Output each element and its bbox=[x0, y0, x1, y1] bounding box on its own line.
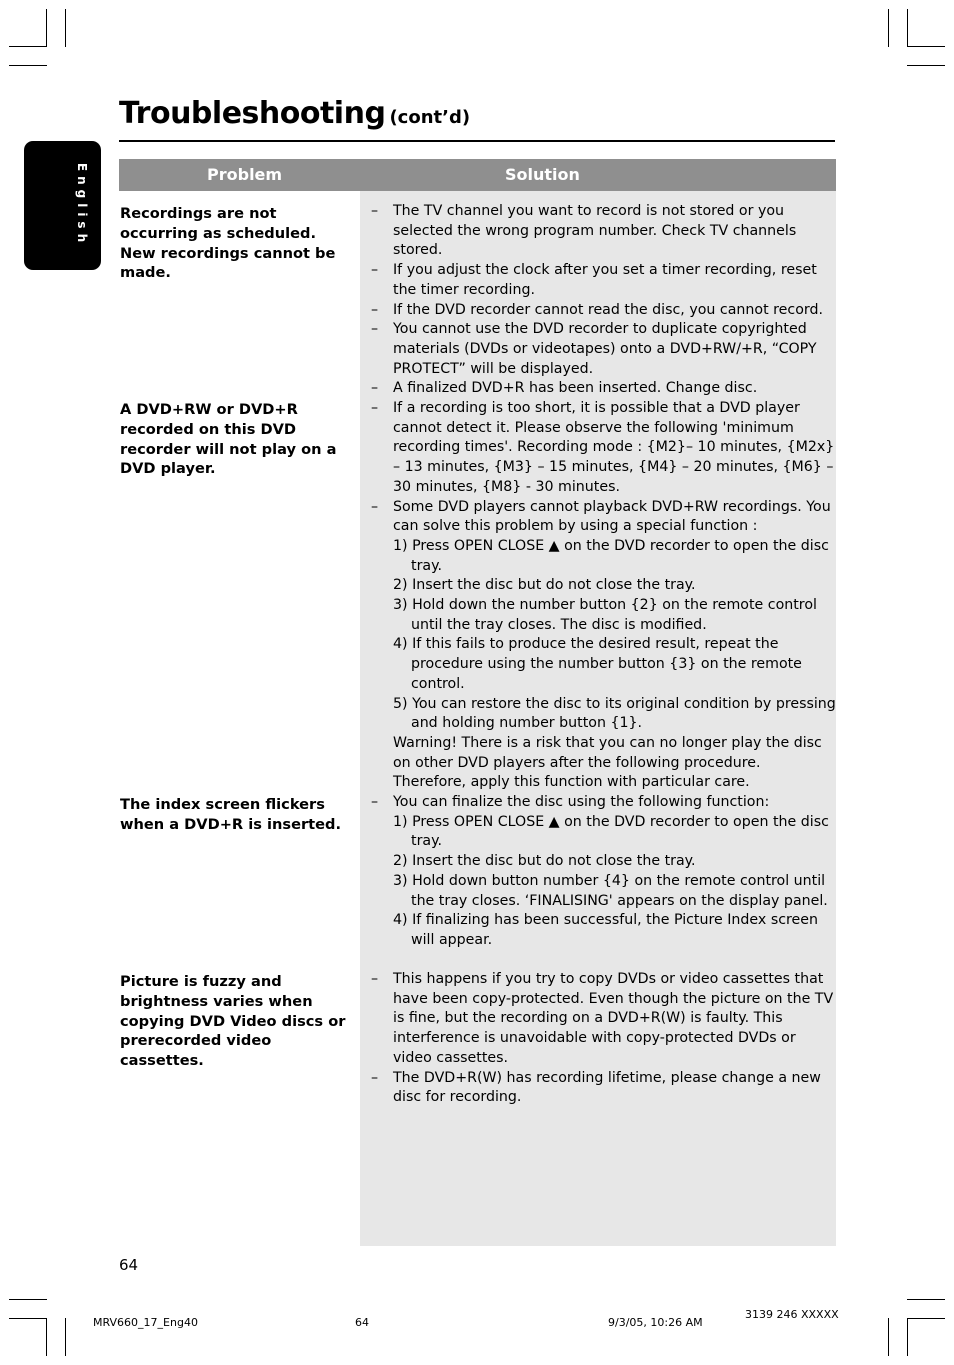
solution-item: – The TV channel you want to record is not stored or you selected the wrong program number. Check TV channels stored. bbox=[371, 202, 837, 261]
dash-bullet: – bbox=[371, 971, 379, 987]
problem-cell: Recordings are not occurring as scheduled. New recordings cannot be made. bbox=[120, 205, 336, 282]
crop-mark bbox=[46, 1318, 47, 1356]
solution-cell bbox=[371, 793, 837, 951]
page-title-text: Troubleshooting bbox=[119, 96, 386, 131]
solution-item: – The DVD+R(W) has recording lifetime, please change a new disc for recording. bbox=[371, 1069, 837, 1108]
solution-item: – If you adjust the clock after you set a timer recording, reset the timer recording. bbox=[371, 261, 837, 300]
procedure-step: 5) You can restore the disc to its original condition by pressing and holding number button {1}. bbox=[393, 695, 836, 732]
procedure-step: 4) If finalizing has been successful, the Picture Index screen will appear. bbox=[393, 912, 818, 948]
crop-mark bbox=[907, 1299, 945, 1300]
dash-bullet: – bbox=[371, 1069, 379, 1086]
crop-mark bbox=[9, 65, 47, 66]
footer-date: 9/3/05, 10:26 AM bbox=[608, 1316, 703, 1329]
procedure-step: 2) Insert the disc but do not close the tray. bbox=[393, 853, 696, 870]
crop-mark bbox=[907, 1318, 945, 1319]
page-title-suffix: (cont’d) bbox=[389, 107, 471, 128]
dash-bullet: – bbox=[371, 498, 379, 515]
dash-bullet: – bbox=[371, 400, 379, 416]
solution-item: – If the DVD recorder cannot read the disc, you cannot record. bbox=[371, 301, 837, 321]
crop-mark bbox=[907, 65, 945, 66]
page-title bbox=[119, 96, 470, 131]
warning-text: Warning! There is a risk that you can no longer play the disc on other DVD players after the following procedure. Therefore, apply this function with particular care. bbox=[393, 734, 822, 791]
procedure-step: 3) Hold down the number button {2} on the remote control until the tray closes. The disc is modified. bbox=[393, 597, 817, 633]
crop-mark bbox=[907, 9, 908, 47]
solution-item: – Some DVD players cannot playback DVD+RW recordings. You can solve this problem by using a special function : bbox=[371, 498, 837, 537]
footer-page: 64 bbox=[355, 1316, 369, 1329]
solution-item: – You cannot use the DVD recorder to duplicate copyrighted materials (DVDs or videotapes) onto a DVD+RW/+R, “COPY PROTECT” will be displayed. bbox=[371, 320, 837, 379]
dash-bullet: – bbox=[371, 380, 379, 397]
crop-mark bbox=[9, 46, 47, 47]
solution-cell bbox=[371, 970, 837, 1108]
dash-bullet: – bbox=[371, 794, 379, 810]
solution-item: – If a recording is too short, it is possible that a DVD player cannot detect it. Please observe the following 'minimum recording times'. Recording mode : {M2}– 10 minutes, {M2x} – 13 minutes, {M3} – 15 minutes, {M4} – 20 minutes, {M6} – 30 minutes, {M8} - 30 minutes. bbox=[371, 399, 837, 498]
crop-mark bbox=[65, 9, 66, 47]
solution-cell bbox=[371, 202, 837, 399]
footer-code: 3139 246 XXXXX bbox=[745, 1308, 839, 1321]
crop-mark bbox=[9, 1318, 47, 1319]
table-header bbox=[119, 159, 836, 191]
crop-mark bbox=[907, 1318, 908, 1356]
problem-header: Problem bbox=[207, 165, 283, 184]
solution-item: – This happens if you try to copy DVDs or video cassettes that have been copy-protected. Even though the picture on the TV is fine, but the recording on a DVD+R(W) is faulty. This interference is unavoidable with copy-protected DVDs or video cassettes. bbox=[371, 970, 837, 1069]
crop-mark bbox=[65, 1318, 66, 1356]
solution-item: – You can finalize the disc using the following function: bbox=[371, 793, 837, 813]
language-tab-label: English bbox=[75, 162, 89, 248]
crop-mark bbox=[46, 9, 47, 47]
solution-header: Solution bbox=[505, 165, 580, 184]
procedure-step: 1) Press OPEN CLOSE ▲ on the DVD recorder to open the disc tray. bbox=[393, 813, 829, 850]
language-tab bbox=[24, 141, 101, 270]
procedure-step: 1) Press OPEN CLOSE ▲ on the DVD recorder to open the disc tray. bbox=[393, 537, 829, 574]
problem-cell: Picture is fuzzy and brightness varies when copying DVD Video discs or prerecorded video cassettes. bbox=[120, 973, 346, 1070]
dash-bullet: – bbox=[371, 321, 379, 338]
dash-bullet: – bbox=[371, 203, 379, 219]
procedure-step: 4) If this fails to produce the desired result, repeat the procedure using the number button {3} on the remote control. bbox=[393, 636, 802, 692]
dash-bullet: – bbox=[371, 301, 379, 318]
dash-bullet: – bbox=[371, 262, 379, 279]
procedure-step: 3) Hold down button number {4} on the remote control until the tray closes. ‘FINALISING' appears on the display panel. bbox=[393, 872, 828, 909]
footer-file: MRV660_17_Eng40 bbox=[93, 1316, 198, 1329]
solution-item: – A finalized DVD+R has been inserted. Change disc. bbox=[371, 379, 837, 399]
solution-cell bbox=[371, 399, 837, 793]
problem-cell: The index screen flickers when a DVD+R is inserted. bbox=[120, 796, 342, 833]
crop-mark bbox=[9, 1299, 47, 1300]
crop-mark bbox=[888, 9, 889, 47]
procedure-step: 2) Insert the disc but do not close the tray. bbox=[393, 577, 696, 594]
title-rule bbox=[119, 140, 835, 142]
page-number: 64 bbox=[119, 1256, 139, 1274]
problem-cell: A DVD+RW or DVD+R recorded on this DVD recorder will not play on a DVD player. bbox=[120, 401, 337, 478]
crop-mark bbox=[907, 46, 945, 47]
crop-mark bbox=[888, 1318, 889, 1356]
